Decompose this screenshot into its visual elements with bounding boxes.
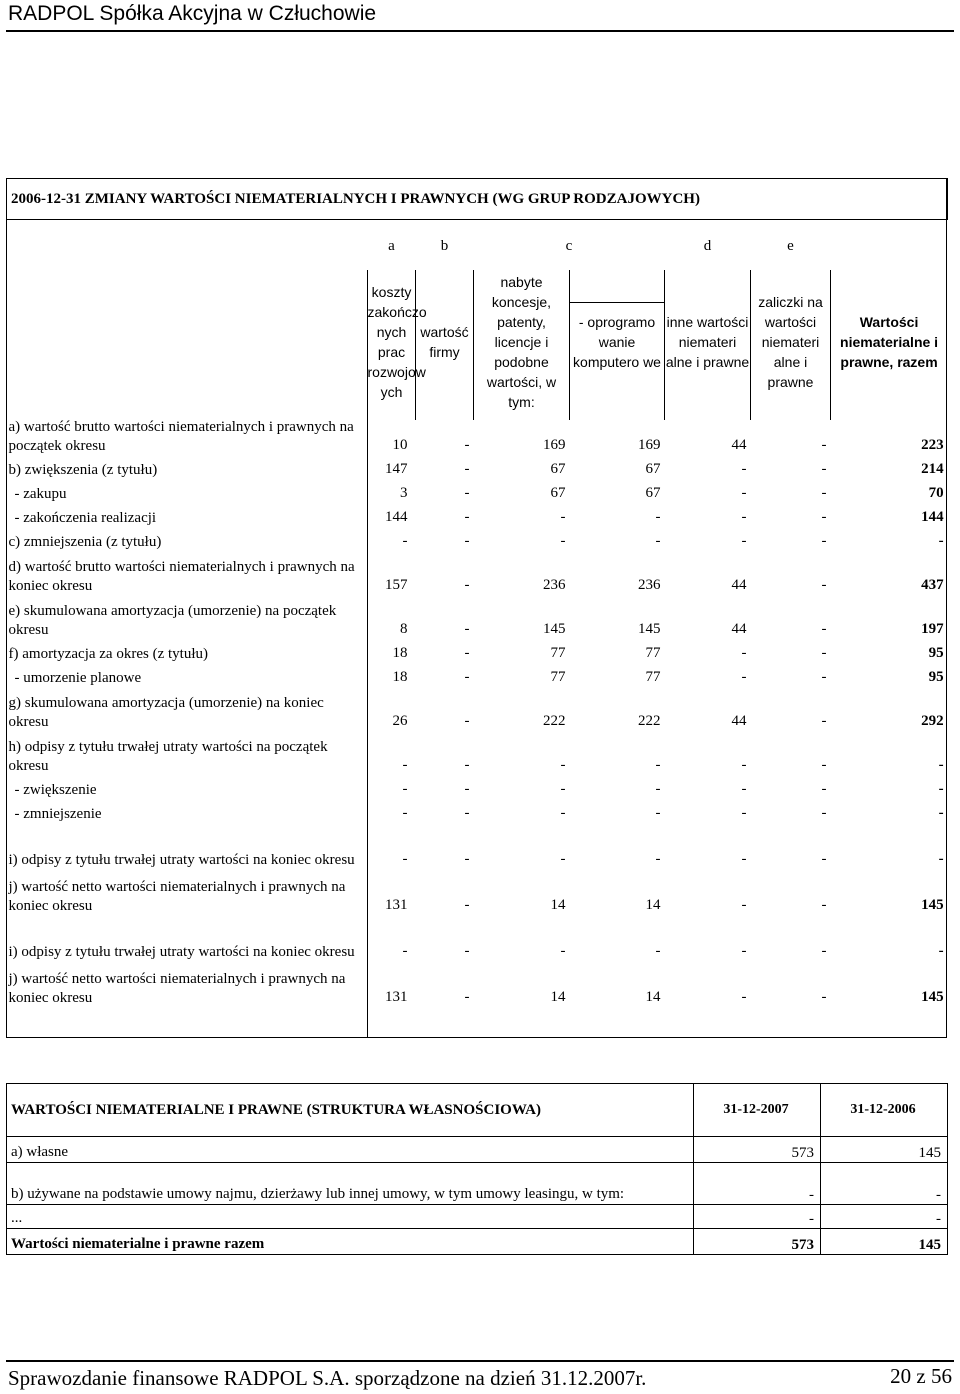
value-cell: -: [464, 621, 470, 637]
value-cell: -: [560, 805, 566, 821]
value-cell: -: [741, 805, 747, 821]
column-letter-b: b: [440, 237, 449, 254]
value-cell: -: [741, 943, 747, 959]
value-cell: 145: [638, 621, 661, 637]
value-cell: -: [821, 989, 827, 1005]
table-row: [7, 870, 948, 916]
value-cell: -: [464, 897, 470, 913]
value-cell: 236: [543, 577, 566, 593]
column-header-advances: zaliczki na wartości niemateri alne i prawne: [758, 294, 823, 390]
value-cell: -: [464, 645, 470, 661]
table2-cell: -: [694, 1163, 821, 1205]
table2-title: WARTOŚCI NIEMATERIALNE I PRAWNE (STRUKTURA WŁASNOŚCIOWA): [7, 1084, 694, 1137]
row-label: - umorzenie planowe: [14, 670, 142, 686]
value-cell: -: [402, 851, 408, 867]
table2-col-2006: 31-12-2006: [821, 1084, 948, 1137]
value-cell: 131: [385, 989, 408, 1005]
value-cell: -: [655, 781, 661, 797]
value-cell: -: [938, 851, 944, 867]
value-cell: -: [464, 509, 470, 525]
ownership-structure-table: [6, 1083, 948, 1255]
value-cell: 144: [921, 509, 944, 525]
value-cell: -: [938, 757, 944, 773]
table-row: [7, 916, 948, 962]
table2-cell: 145: [821, 1137, 948, 1163]
row-label: - zakończenia realizacji: [14, 510, 157, 526]
column-letter-c: c: [565, 237, 573, 254]
value-cell: -: [821, 805, 827, 821]
table2-row-label: b) używane na podstawie umowy najmu, dzierżawy lub innej umowy, w tym umowy leasingu, w tym:: [7, 1163, 694, 1205]
table2-cell: 573: [694, 1137, 821, 1163]
value-cell: -: [464, 851, 470, 867]
header-column-divider: [664, 270, 665, 420]
value-cell: 223: [921, 437, 944, 453]
row-label: i) odpisy z tytułu trwałej utraty wartości na koniec okresu: [8, 852, 355, 868]
row-label: - zwiększenie: [14, 782, 97, 798]
value-cell: 44: [731, 713, 747, 729]
table-row: [7, 528, 948, 552]
value-cell: 14: [645, 897, 661, 913]
value-cell: -: [741, 669, 747, 685]
table-row: [7, 800, 948, 824]
value-cell: 67: [550, 485, 566, 501]
table-row: [7, 552, 948, 596]
row-label: - zmniejszenie: [14, 806, 102, 822]
value-cell: 77: [645, 645, 661, 661]
value-cell: -: [402, 943, 408, 959]
value-cell: 95: [928, 669, 944, 685]
row-label: e) skumulowana amortyzacja (umorzenie) na początek okresu: [8, 603, 337, 638]
row-label: j) wartość netto wartości niematerialnych i prawnych na koniec okresu: [8, 879, 346, 914]
header-column-divider: [473, 270, 474, 420]
value-cell: 70: [928, 485, 944, 501]
value-cell: -: [464, 713, 470, 729]
value-cell: 144: [385, 509, 408, 525]
value-cell: -: [821, 621, 827, 637]
value-cell: 131: [385, 897, 408, 913]
header-column-divider: [569, 270, 570, 420]
table-row: [7, 732, 948, 776]
table-row: [7, 688, 948, 732]
value-cell: 67: [645, 485, 661, 501]
table1-title: 2006-12-31 ZMIANY WARTOŚCI NIEMATERIALNYCH I PRAWNYCH (WG GRUP RODZAJOWYCH): [7, 179, 948, 220]
value-cell: -: [464, 485, 470, 501]
value-cell: -: [821, 577, 827, 593]
value-cell: 147: [385, 461, 408, 477]
label-column-divider: [367, 420, 368, 1038]
subheader-divider: [569, 302, 664, 303]
value-cell: -: [464, 781, 470, 797]
row-label: j) wartość netto wartości niematerialnych i prawnych na koniec okresu: [8, 971, 346, 1006]
header-column-divider: [830, 270, 831, 420]
value-cell: -: [821, 781, 827, 797]
value-cell: 145: [921, 897, 944, 913]
row-label: b) zwiększenia (z tytułu): [8, 462, 158, 478]
value-cell: -: [560, 533, 566, 549]
table2-cell: -: [821, 1163, 948, 1205]
row-label: g) skumulowana amortyzacja (umorzenie) na koniec okresu: [8, 695, 324, 730]
column-letter-d: d: [703, 237, 712, 254]
table2-cell: -: [694, 1205, 821, 1229]
value-cell: -: [402, 805, 408, 821]
value-cell: -: [402, 781, 408, 797]
value-cell: -: [402, 533, 408, 549]
value-cell: -: [741, 645, 747, 661]
value-cell: -: [821, 897, 827, 913]
table2-row-label: ...: [7, 1205, 694, 1229]
column-header-total: Wartości niematerialne i prawne, razem: [840, 314, 939, 370]
footer-divider: [6, 1360, 954, 1362]
value-cell: -: [464, 989, 470, 1005]
header-column-divider: [750, 270, 751, 420]
value-cell: -: [464, 669, 470, 685]
value-cell: 222: [543, 713, 566, 729]
value-cell: -: [655, 943, 661, 959]
value-cell: 44: [731, 621, 747, 637]
value-cell: 157: [385, 577, 408, 593]
value-cell: 3: [400, 485, 408, 501]
value-cell: -: [655, 757, 661, 773]
value-cell: -: [821, 461, 827, 477]
value-cell: 26: [392, 713, 408, 729]
table-row: [7, 776, 948, 800]
value-cell: -: [821, 645, 827, 661]
table-row: [7, 664, 948, 688]
value-cell: -: [821, 485, 827, 501]
value-cell: 95: [928, 645, 944, 661]
value-cell: -: [938, 533, 944, 549]
table-row: [7, 824, 948, 870]
value-cell: 44: [731, 577, 747, 593]
value-cell: -: [560, 781, 566, 797]
row-label: f) amortyzacja za okres (z tytułu): [8, 646, 208, 662]
table2-total-label: Wartości niematerialne i prawne razem: [7, 1229, 694, 1255]
value-cell: 222: [638, 713, 661, 729]
value-cell: 67: [550, 461, 566, 477]
value-cell: -: [402, 757, 408, 773]
value-cell: -: [821, 757, 827, 773]
value-cell: -: [821, 943, 827, 959]
column-letter-e: e: [787, 237, 794, 254]
row-label: c) zmniejszenia (z tytułu): [8, 534, 162, 550]
value-cell: -: [560, 509, 566, 525]
value-cell: -: [938, 781, 944, 797]
value-cell: -: [821, 437, 827, 453]
value-cell: 14: [645, 989, 661, 1005]
table-row: [7, 596, 948, 640]
value-cell: -: [741, 757, 747, 773]
value-cell: -: [741, 989, 747, 1005]
value-cell: -: [560, 757, 566, 773]
value-cell: 145: [543, 621, 566, 637]
value-cell: -: [655, 851, 661, 867]
row-label: - zakupu: [14, 486, 67, 502]
value-cell: -: [938, 943, 944, 959]
value-cell: -: [655, 509, 661, 525]
table-row: [7, 412, 948, 456]
value-cell: 292: [921, 713, 944, 729]
value-cell: -: [741, 509, 747, 525]
table-row: [7, 504, 948, 528]
page-number: 20 z 56: [890, 1364, 952, 1388]
value-cell: 44: [731, 437, 747, 453]
value-cell: 437: [921, 577, 944, 593]
header-column-divider: [367, 270, 368, 420]
value-cell: 14: [550, 989, 566, 1005]
value-cell: -: [741, 485, 747, 501]
value-cell: 18: [392, 669, 408, 685]
header-column-divider: [415, 270, 416, 420]
value-cell: 197: [921, 621, 944, 637]
table2-row-label: a) własne: [7, 1137, 694, 1163]
header-divider: [6, 30, 954, 32]
value-cell: 236: [638, 577, 661, 593]
value-cell: -: [741, 533, 747, 549]
table2-cell: -: [821, 1205, 948, 1229]
value-cell: 145: [921, 989, 944, 1005]
value-cell: 169: [638, 437, 661, 453]
value-cell: -: [464, 805, 470, 821]
row-label: d) wartość brutto wartości niematerialnych i prawnych na koniec okresu: [8, 559, 355, 594]
column-header-goodwill: wartość firmy: [420, 324, 469, 360]
value-cell: -: [821, 669, 827, 685]
row-label: h) odpisy z tytułu trwałej utraty wartości na początek okresu: [8, 739, 328, 774]
value-cell: 18: [392, 645, 408, 661]
column-header-development-costs: koszty zakończo nych prac rozwojow ych: [367, 284, 427, 400]
value-cell: 14: [550, 897, 566, 913]
value-cell: -: [821, 851, 827, 867]
table-row: [7, 962, 948, 1008]
value-cell: 77: [550, 645, 566, 661]
value-cell: 169: [543, 437, 566, 453]
value-cell: -: [821, 713, 827, 729]
column-header-licenses: nabyte koncesje, patenty, licencje i podobne wartości, w tym:: [486, 274, 557, 410]
value-cell: 77: [645, 669, 661, 685]
value-cell: -: [464, 943, 470, 959]
intangible-assets-changes-table: [6, 178, 948, 1008]
table2-total-cell: 573: [694, 1229, 821, 1255]
column-header-software: - oprogramo wanie komputero we: [573, 314, 661, 370]
value-cell: -: [741, 781, 747, 797]
value-cell: -: [464, 437, 470, 453]
value-cell: -: [741, 851, 747, 867]
value-cell: -: [741, 897, 747, 913]
value-cell: -: [741, 461, 747, 477]
value-cell: -: [938, 805, 944, 821]
row-label: i) odpisy z tytułu trwałej utraty wartości na koniec okresu: [8, 944, 355, 960]
table-row: [7, 480, 948, 504]
value-cell: 77: [550, 669, 566, 685]
value-cell: -: [464, 757, 470, 773]
value-cell: 10: [392, 437, 408, 453]
value-cell: -: [821, 533, 827, 549]
value-cell: -: [560, 943, 566, 959]
value-cell: -: [655, 805, 661, 821]
table2-col-2007: 31-12-2007: [694, 1084, 821, 1137]
row-label: a) wartość brutto wartości niematerialnych i prawnych na początek okresu: [8, 419, 354, 454]
table-row: [7, 640, 948, 664]
value-cell: -: [560, 851, 566, 867]
footer-text: Sprawozdanie finansowe RADPOL S.A. sporządzone na dzień 31.12.2007r.: [8, 1366, 647, 1390]
value-cell: -: [464, 533, 470, 549]
column-letter-a: a: [388, 237, 395, 254]
value-cell: 214: [921, 461, 944, 477]
value-cell: -: [464, 461, 470, 477]
value-cell: -: [655, 533, 661, 549]
value-cell: -: [464, 577, 470, 593]
value-cell: -: [821, 509, 827, 525]
document-header-title: RADPOL Spółka Akcyjna w Człuchowie: [8, 2, 377, 25]
column-header-other-intangibles: inne wartości niemateri alne i prawne: [665, 314, 750, 370]
value-cell: 67: [645, 461, 661, 477]
table2-total-cell: 145: [821, 1229, 948, 1255]
table-row: [7, 456, 948, 480]
value-cell: 8: [400, 621, 408, 637]
